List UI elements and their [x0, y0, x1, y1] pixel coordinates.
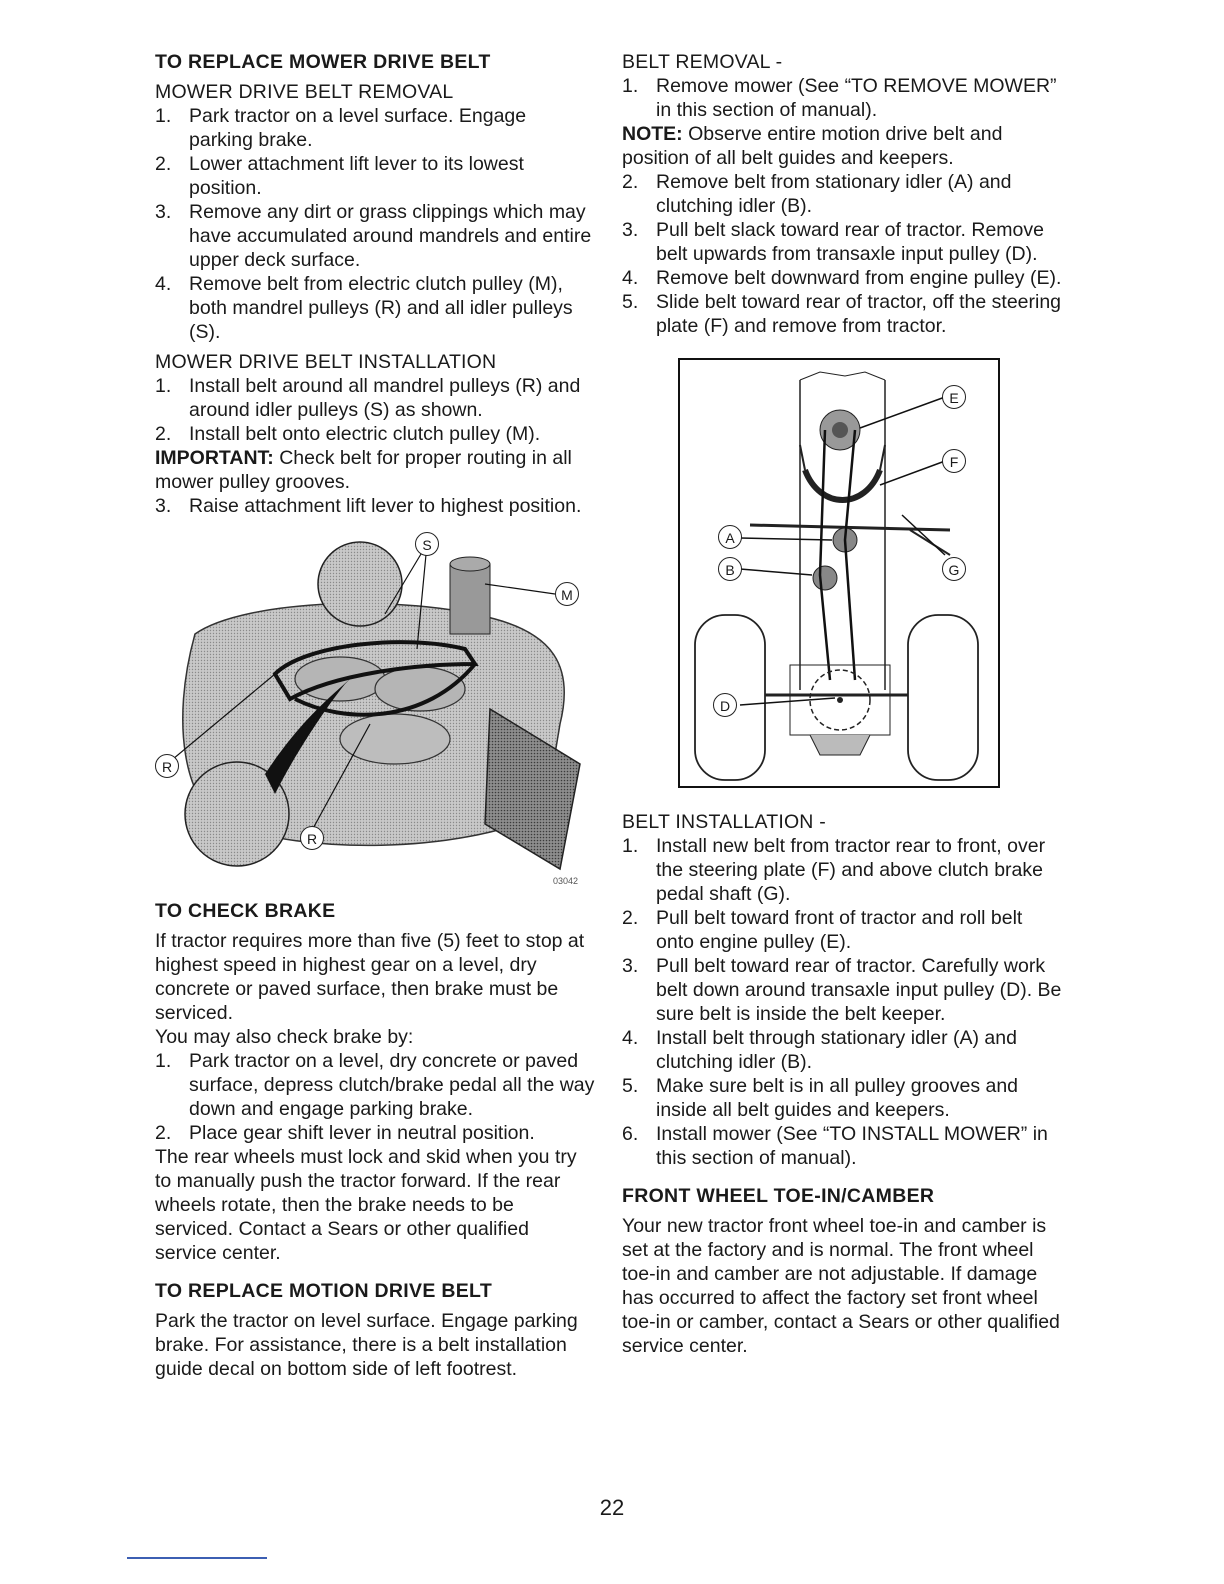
callout-s: S [415, 532, 439, 556]
list-item: 1. Install new belt from tractor rear to front, over the steering plate (F) and above clutch brake pedal shaft (G). [622, 835, 1046, 905]
mower-belt-removal-subheading: MOWER DRIVE BELT REMOVAL [155, 81, 454, 103]
list-item: 4. Remove belt downward from engine pulley (E). [622, 267, 1062, 289]
list-item: 4. Install belt through stationary idler (A) and clutching idler (B). [622, 1027, 1017, 1073]
list-item: 3. Remove any dirt or grass clippings which may have accumulated around mandrels and entire upper deck surface. [155, 201, 592, 271]
list-item: 6. Install mower (See “TO INSTALL MOWER” in this section of manual). [622, 1123, 1048, 1169]
bottom-rule [127, 1557, 267, 1559]
list-item: 1. Install belt around all mandrel pulleys (R) and around idler pulleys (S) as shown. [155, 375, 581, 421]
page-number: 22 [599, 1495, 625, 1520]
check-brake-para2: You may also check brake by: [155, 1026, 414, 1048]
motion-belt-para: Park the tractor on level surface. Engage parking brake. For assistance, there is a belt installation guide decal on bottom side of left footrest. [155, 1310, 578, 1380]
callout-m: M [555, 582, 579, 606]
right-column [622, 50, 1062, 1358]
important-note: IMPORTANT: Check belt for proper routing in all mower pulley grooves. [155, 447, 572, 493]
callout-d: D [713, 693, 737, 717]
mower-belt-install-subheading: MOWER DRIVE BELT INSTALLATION [155, 351, 497, 373]
list-item: 2. Place gear shift lever in neutral position. [155, 1122, 535, 1144]
tractor-belt-figure [678, 358, 1000, 788]
toe-in-para: Your new tractor front wheel toe-in and camber is set at the factory and is normal. The front wheel toe-in and camber are not adjustable. If damage has occurred to affect the factory set front wheel toe-in or camber, contact a Sears or other qualified service center. [622, 1215, 1060, 1357]
belt-installation-steps [622, 834, 1062, 1170]
list-item: 2. Lower attachment lift lever to its lowest position. [155, 153, 524, 199]
belt-removal-step1 [622, 74, 1062, 122]
list-item: 2. Install belt onto electric clutch pulley (M). [155, 423, 541, 445]
callout-e: E [942, 385, 966, 409]
list-item: 3. Pull belt toward rear of tractor. Carefully work belt down around transaxle input pulley (D). Be sure belt is inside the belt keeper. [622, 955, 1062, 1025]
list-item: 2. Pull belt toward front of tractor and roll belt onto engine pulley (E). [622, 907, 1023, 953]
callout-f: F [942, 449, 966, 473]
belt-removal-steps [622, 170, 1062, 338]
mower-belt-heading: TO REPLACE MOWER DRIVE BELT [155, 51, 491, 73]
callout-r-bottom: R [300, 826, 324, 850]
callout-b: B [718, 557, 742, 581]
belt-installation-heading: BELT INSTALLATION - [622, 811, 826, 833]
list-item: 5. Make sure belt is in all pulley grooves and inside all belt guides and keepers. [622, 1075, 1019, 1121]
mower-deck-figure [155, 524, 595, 889]
removal-note: NOTE: Observe entire motion drive belt and position of all belt guides and keepers. [622, 123, 1003, 169]
belt-removal-heading: BELT REMOVAL - [622, 51, 783, 73]
mower-belt-install-steps [155, 374, 595, 446]
left-column [155, 50, 595, 1381]
list-item: 2. Remove belt from stationary idler (A) and clutching idler (B). [622, 171, 1012, 217]
check-brake-para3: The rear wheels must lock and skid when you try to manually push the tractor forward. If the rear wheels rotate, then the brake needs to be serviced. Contact a Sears or other qualified service center. [155, 1146, 577, 1264]
check-brake-para1: If tractor requires more than five (5) feet to stop at highest speed in highest gear on a level, dry concrete or paved surface, then brake must be serviced. [155, 930, 585, 1024]
callout-r-left: R [155, 754, 179, 778]
check-brake-steps [155, 1049, 595, 1145]
list-item: 1. Remove mower (See “TO REMOVE MOWER” in this section of manual). [622, 75, 1057, 121]
toe-in-heading: FRONT WHEEL TOE-IN/CAMBER [622, 1185, 935, 1207]
figure-code: 03042 [553, 876, 579, 886]
motion-belt-heading: TO REPLACE MOTION DRIVE BELT [155, 1280, 493, 1302]
check-brake-heading: TO CHECK BRAKE [155, 900, 336, 922]
mower-deck-illustration [155, 524, 595, 889]
callout-a: A [718, 525, 742, 549]
list-item: 1. Park tractor on a level, dry concrete or paved surface, depress clutch/brake pedal all the way down and engage parking brake. [155, 1050, 595, 1120]
list-item: 3. Raise attachment lift lever to highest position. [155, 495, 582, 517]
mower-belt-install-step3 [155, 494, 595, 518]
list-item: 5. Slide belt toward rear of tractor, off the steering plate (F) and remove from tractor. [622, 291, 1062, 337]
list-item: 1. Park tractor on a level surface. Engage parking brake. [155, 105, 527, 151]
list-item: 3. Pull belt slack toward rear of tractor. Remove belt upwards from transaxle input pulley (D). [622, 219, 1044, 265]
list-item: 4. Remove belt from electric clutch pulley (M), both mandrel pulleys (R) and all idler pulleys (S). [155, 273, 573, 343]
mower-belt-removal-steps [155, 104, 595, 344]
callout-g: G [942, 557, 966, 581]
